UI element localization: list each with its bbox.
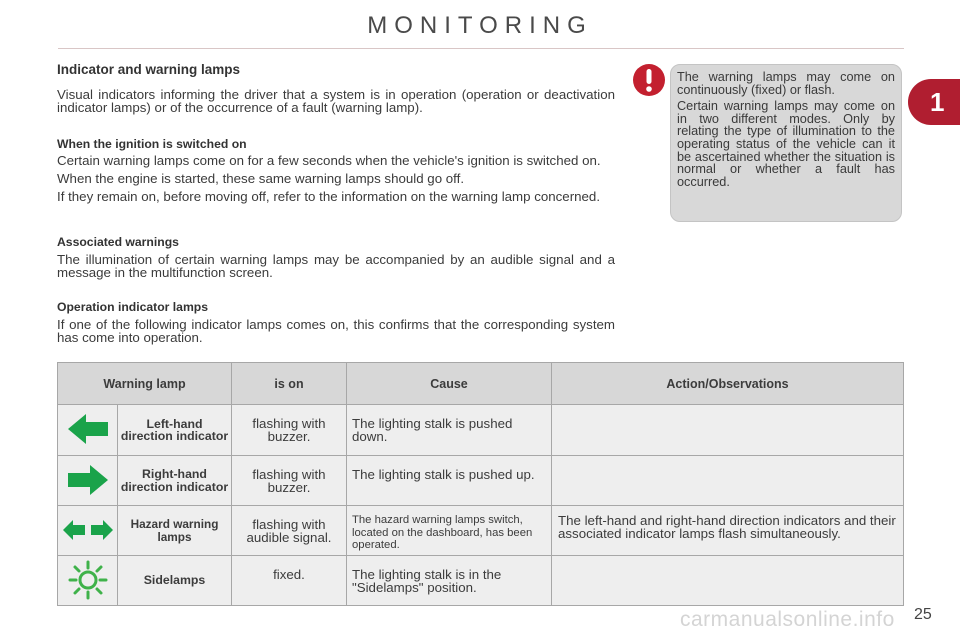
ignition-paragraph-1: Certain warning lamps come on for a few seconds when the vehicle's ignition is switched on.	[57, 153, 601, 168]
table-header-row	[58, 363, 904, 405]
lamp-action	[552, 405, 904, 456]
lamp-action	[552, 556, 904, 606]
note-box	[670, 64, 902, 222]
lamp-cause: The hazard warning lamps switch, located on the dashboard, has been operated.	[347, 506, 552, 556]
header-action: Action/Observations	[552, 363, 904, 405]
table-row	[58, 556, 904, 606]
lamp-cause: The lighting stalk is pushed up.	[347, 456, 552, 506]
ignition-paragraph-3: If they remain on, before moving off, refer to the information on the warning lamp concerned.	[57, 189, 601, 204]
lamp-icon-cell	[58, 405, 118, 456]
operation-paragraph: If one of the following indicator lamps comes on, this confirms that the corresponding system has come into operation.	[57, 317, 615, 345]
operation-block	[57, 301, 615, 344]
left-arrow-icon	[66, 412, 110, 446]
header-warning-lamp: Warning lamp	[58, 363, 232, 405]
lamp-icon-cell	[58, 456, 118, 506]
lamp-action: The left-hand and right-hand direction indicators and their associated indicator lamps flash simultaneously.	[552, 506, 904, 556]
note-paragraph-2: Certain warning lamps may come on in two different modes. Only by relating the type of illumination to the operating status of the vehicle can it be ascertained whether the situation is normal or whether a fault has occurred.	[677, 99, 895, 189]
header-cause: Cause	[347, 363, 552, 405]
ignition-block	[57, 138, 615, 203]
page-title: MONITORING	[367, 12, 593, 39]
lamp-is-on: flashing with audible signal.	[232, 506, 347, 556]
page-number: 25	[914, 606, 932, 623]
lamp-is-on: flashing with buzzer.	[232, 456, 347, 506]
section-heading: Indicator and warning lamps	[57, 62, 241, 77]
note-paragraph-1: The warning lamps may come on continuously (fixed) or flash.	[677, 70, 895, 97]
indicator-lamp-table	[57, 362, 904, 606]
associated-paragraph: The illumination of certain warning lamps may be accompanied by an audible signal and a message in the multifunction screen.	[57, 252, 615, 280]
lamp-icon-cell	[58, 506, 118, 556]
watermark: carmanualsonline.info	[680, 608, 895, 631]
lamp-name: Sidelamps	[118, 556, 232, 606]
lamp-name: Left-hand direction indicator	[118, 405, 232, 456]
sidelamps-icon	[68, 560, 108, 600]
table-row	[58, 456, 904, 506]
lamp-cause: The lighting stalk is in the "Sidelamps" position.	[347, 556, 552, 606]
lamp-action	[552, 456, 904, 506]
associated-block	[57, 236, 615, 279]
header-is-on: is on	[232, 363, 347, 405]
lamp-name: Right-hand direction indicator	[118, 456, 232, 506]
ignition-paragraph-2: When the engine is started, these same warning lamps should go off.	[57, 171, 465, 186]
lamp-name: Hazard warning lamps	[118, 506, 232, 556]
lamp-icon-cell	[58, 556, 118, 606]
associated-heading: Associated warnings	[57, 235, 179, 249]
ignition-heading: When the ignition is switched on	[57, 137, 247, 151]
table-row	[58, 405, 904, 456]
right-arrow-icon	[66, 463, 110, 497]
intro-paragraph: Visual indicators informing the driver that a system is in operation (operation or deactivation indicator lamps) or of the occurrence of a fault (warning lamp).	[57, 87, 615, 115]
exclamation-warning-icon	[632, 63, 666, 97]
intro-block	[57, 88, 615, 114]
chapter-tab[interactable]: 1	[908, 79, 960, 125]
operation-heading: Operation indicator lamps	[57, 300, 209, 314]
lamp-is-on: flashing with buzzer.	[232, 405, 347, 456]
hazard-arrows-icon	[62, 517, 114, 543]
lamp-is-on: fixed.	[232, 556, 347, 606]
table-row	[58, 506, 904, 556]
lamp-cause: The lighting stalk is pushed down.	[347, 405, 552, 456]
title-divider	[58, 48, 904, 49]
